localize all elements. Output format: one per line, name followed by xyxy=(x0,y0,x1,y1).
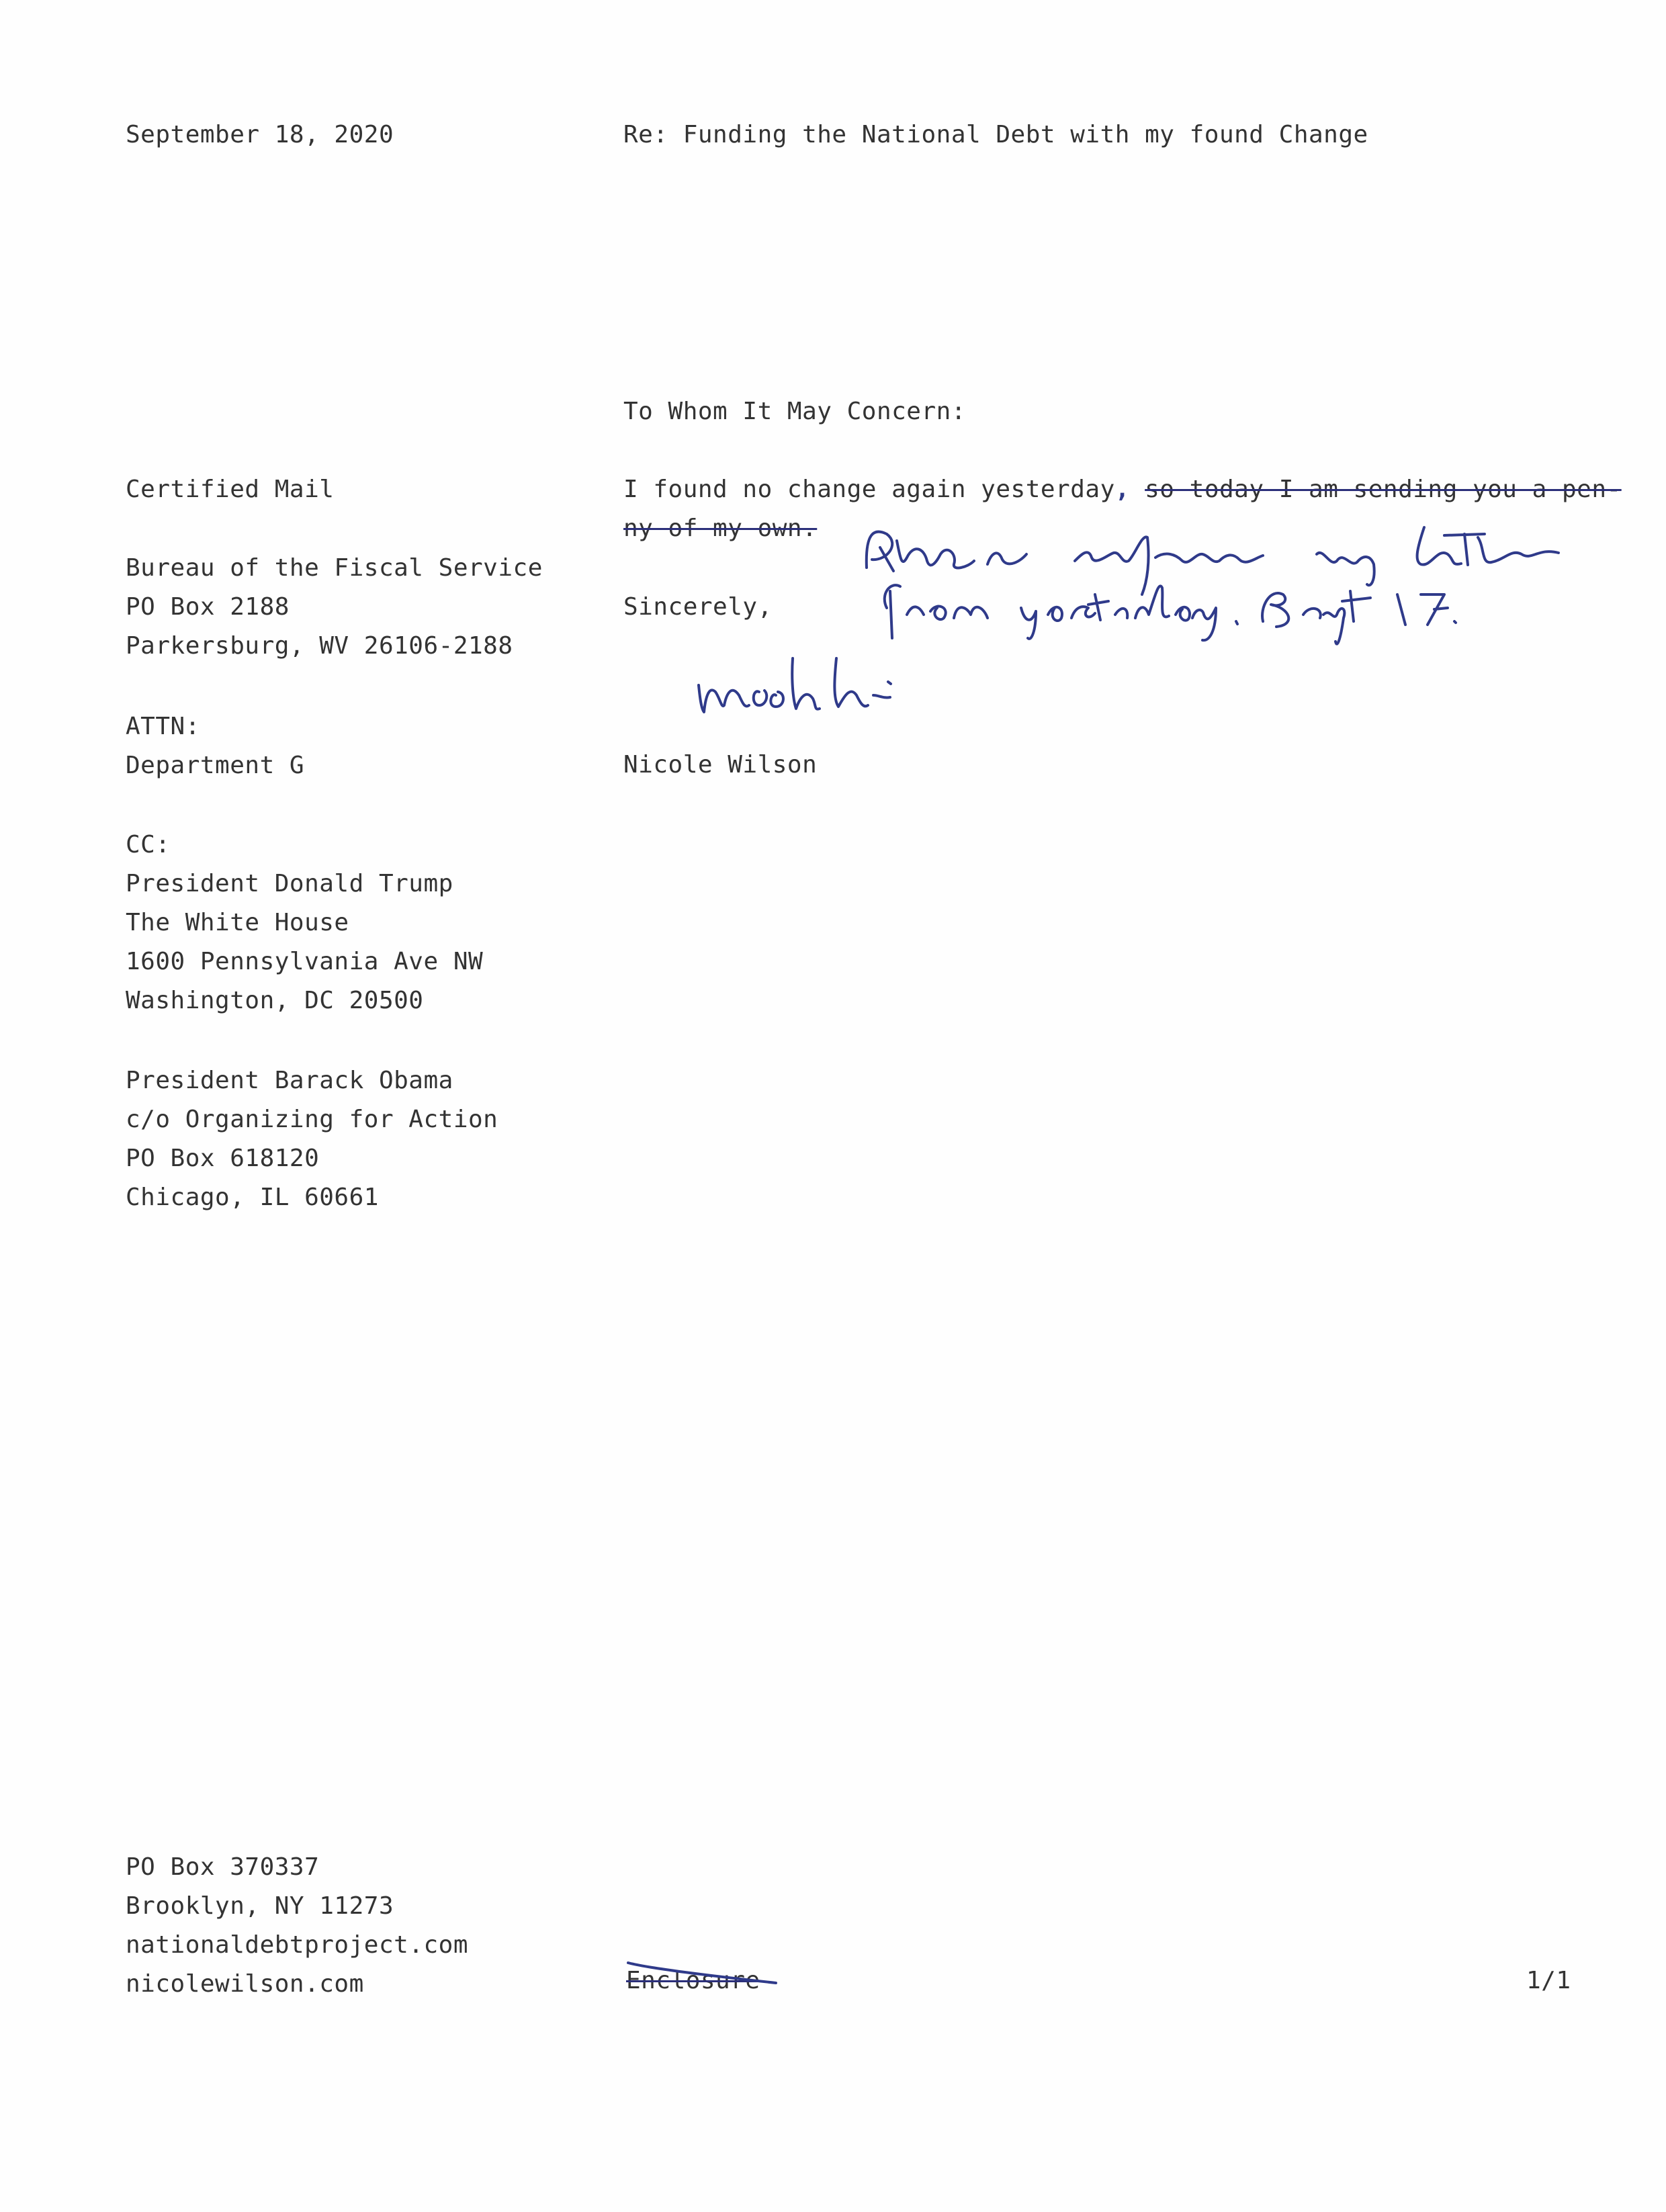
cc-line: President Barack Obama xyxy=(126,1067,453,1094)
sender-address xyxy=(126,1848,468,2004)
letter-date: September 18, 2020 xyxy=(126,121,394,148)
letter-subject: Re: Funding the National Debt with my found Change xyxy=(623,121,1368,148)
cc-line: Washington, DC 20500 xyxy=(126,987,424,1014)
signature-name: Nicole Wilson xyxy=(623,751,818,779)
sender-website: nicolewilson.com xyxy=(126,1970,364,1998)
cc-line: President Donald Trump xyxy=(126,870,453,897)
cc-line: PO Box 618120 xyxy=(126,1145,320,1172)
page-number: 1/1 xyxy=(1526,1967,1571,1994)
sender-website: nationaldebtproject.com xyxy=(126,1931,468,1959)
body-kept-text: I found no change again yesterday xyxy=(623,476,1115,503)
handwritten-note xyxy=(860,507,1612,642)
sender-line: Brooklyn, NY 11273 xyxy=(126,1892,394,1920)
salutation: To Whom It May Concern: xyxy=(623,398,966,425)
enclosure-strike-mark xyxy=(621,1955,783,1988)
closing: Sincerely, xyxy=(623,593,773,621)
attn-block xyxy=(126,707,304,785)
cc-obama-block xyxy=(126,1061,498,1217)
signature xyxy=(692,645,974,725)
cc-label: CC: xyxy=(126,831,171,858)
attn-label: ATTN: xyxy=(126,713,200,740)
cc-trump-block xyxy=(126,826,483,1020)
body-struck-text: so today I am sending you a pen- xyxy=(1145,476,1622,503)
cc-line: c/o Organizing for Action xyxy=(126,1106,498,1133)
sender-line: PO Box 370337 xyxy=(126,1853,320,1881)
body-paragraph-line2 xyxy=(623,509,817,548)
enclosure-label: Enclosure xyxy=(626,1967,760,1994)
body-paragraph: I found no change again yesterday, so today I am sending you a pen- xyxy=(623,476,1622,503)
recipient-line: PO Box 2188 xyxy=(126,593,290,621)
cc-line: 1600 Pennsylvania Ave NW xyxy=(126,948,484,975)
recipient-address xyxy=(126,549,543,666)
attn-value: Department G xyxy=(126,752,305,779)
cc-line: Chicago, IL 60661 xyxy=(126,1184,379,1211)
cc-line: The White House xyxy=(126,909,349,936)
mail-type: Certified Mail xyxy=(126,476,335,503)
body-struck-text-2: ny of my own. xyxy=(623,515,818,542)
recipient-line: Bureau of the Fiscal Service xyxy=(126,554,543,582)
recipient-line: Parkersburg, WV 26106-2188 xyxy=(126,632,513,660)
